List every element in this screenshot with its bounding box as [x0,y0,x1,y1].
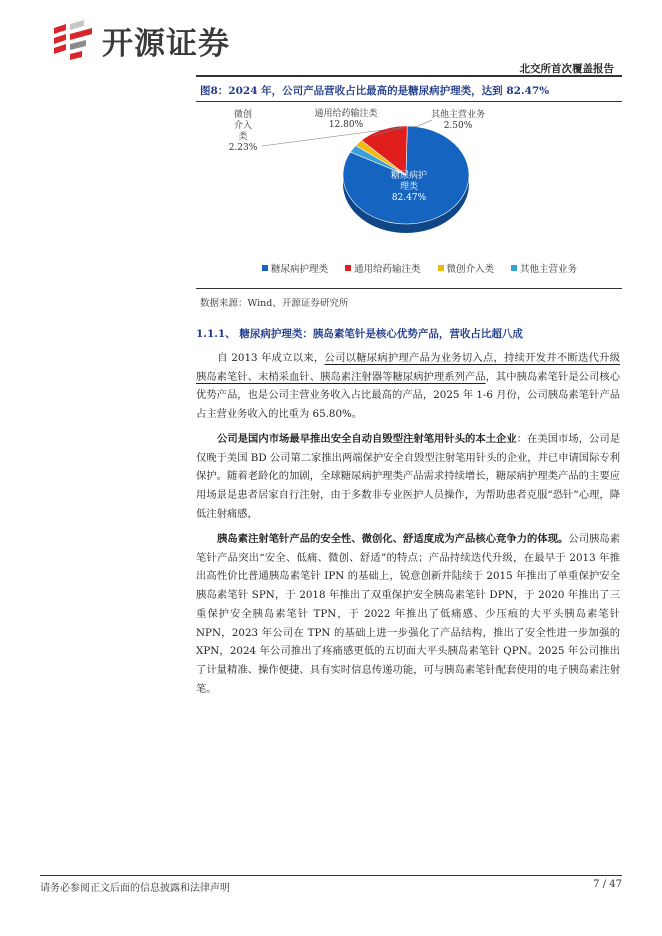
p1-underlined: 公司以糖尿病护理产品为业务切入点，持续开发并不断迭代升级胰岛素笔针、末梢采血针、胰岛素注射器等糖尿病护理系列产品 [196,352,620,383]
paragraph-competitiveness [196,530,620,698]
company-logo [52,20,230,60]
chart-legend [262,261,594,275]
legend-label: 微创介入类 [446,264,495,275]
p1-text-a: 自 2013 年成立以来， [217,352,325,364]
header-divider [196,75,622,77]
logo-text: 开源证券 [102,25,230,62]
pie-leader-line [412,120,432,127]
pie-label-name: 糖尿病护 [390,171,428,181]
legend-item [438,261,495,275]
legend-label: 糖尿病护理类 [271,264,329,275]
pie-label-value: 2.50% [443,121,473,131]
paragraph-market [196,430,620,524]
page-number: 7 / 47 [593,879,622,890]
pie-label-name: 理类 [399,182,419,192]
footer-divider [40,875,622,876]
legend-swatch [438,265,444,271]
paragraph-intro [196,349,620,424]
p1-text-b: ，其中胰岛素笔针是公司核心优势产品，也是公司主营业务收入占比最高的产品，2025 年 1-6 月份，公司胰岛素笔针产品占主营业务收入的比重为 65.80%。 [196,370,621,421]
pie-label-name: 微创 [233,110,253,120]
pie-chart [196,102,622,282]
figure-title: 图8：2024 年，公司产品营收占比最高的是糖尿病护理类，达到 82.47% [200,85,550,97]
logo-icon [52,20,96,60]
pie-label-name: 介入 [233,121,253,131]
pie-label-name: 类 [238,132,248,142]
source-divider [196,288,622,289]
p3-bold: 胰岛素注射笔针产品的安全性、微创化、舒适度成为产品核心竞争力的体现。 [217,533,569,545]
legend-label: 通用给药输注类 [354,264,421,275]
legend-item [345,261,421,275]
legend-label: 其他主营业务 [520,264,578,275]
pie-label-value: 2.23% [228,143,258,153]
pie-label-value: 82.47% [391,193,427,203]
pie-label-value: 12.80% [328,120,364,130]
p2-bold: 公司是国内市场最早推出安全自动自毁型注射笔用针头的本土企业 [217,433,517,445]
figure-source: 数据来源：Wind、开源证券研究所 [200,298,349,309]
pie-label-name: 通用给药输注类 [314,109,378,119]
footer-disclaimer: 请务必参阅正文后面的信息披露和法律声明 [40,883,230,894]
pie-label-name: 其他主营业务 [430,110,486,120]
legend-swatch [345,265,351,271]
report-type: 北交所首次覆盖报告 [519,63,614,75]
p2-text: ：在美国市场，公司是仅晚于美国 BD 公司第二家推出两端保护安全自毁型注射笔用针头的企业，并已申请国际专利保护。随着老龄化的加剧，全球糖尿病护理类产品需求持续增长，糖尿病护理类产品的主要应用场景是患者居家自行注射，由于多数非专业医护人员操作，为帮助患者克服“恐针”心理，降低注射痛感， [196,433,620,520]
section-heading: 1.1.1、 糖尿病护理类：胰岛素笔针是核心优势产品，营收占比超八成 [196,328,523,340]
legend-item [262,261,328,275]
legend-item [511,261,577,275]
legend-swatch [262,265,268,271]
legend-swatch [511,265,517,271]
p3-text: 公司胰岛素笔针产品突出“安全、低痛、微创、舒适”的特点；产品持续迭代升级，在最早于 2013 年推出高性价比普通胰岛素笔针 IPN 的基础上，锐意创新并陆续于 2015 年推出了单重保护安全胰岛素笔针 SPN，于 2018 年推出了双重保护安全胰岛素笔针 DPN，于 2020 年推出了三重保护安全胰岛素笔针 TPN，于 2022 年推出了低痛感、少压痕的大平头胰岛素笔针 NPN，2023 年公司在 TPN 的基础上进一步强化了产品结构，推出了安全性进一步加强的 XPN，2024 年公司推出了疼痛感更低的五切面大平头胰岛素笔针 QPN。2025 年公司推出了计量精准、操作便捷、具有实时信息传递功能，可与胰岛素笔针配套使用的电子胰岛素注射笔。 [196,533,621,695]
